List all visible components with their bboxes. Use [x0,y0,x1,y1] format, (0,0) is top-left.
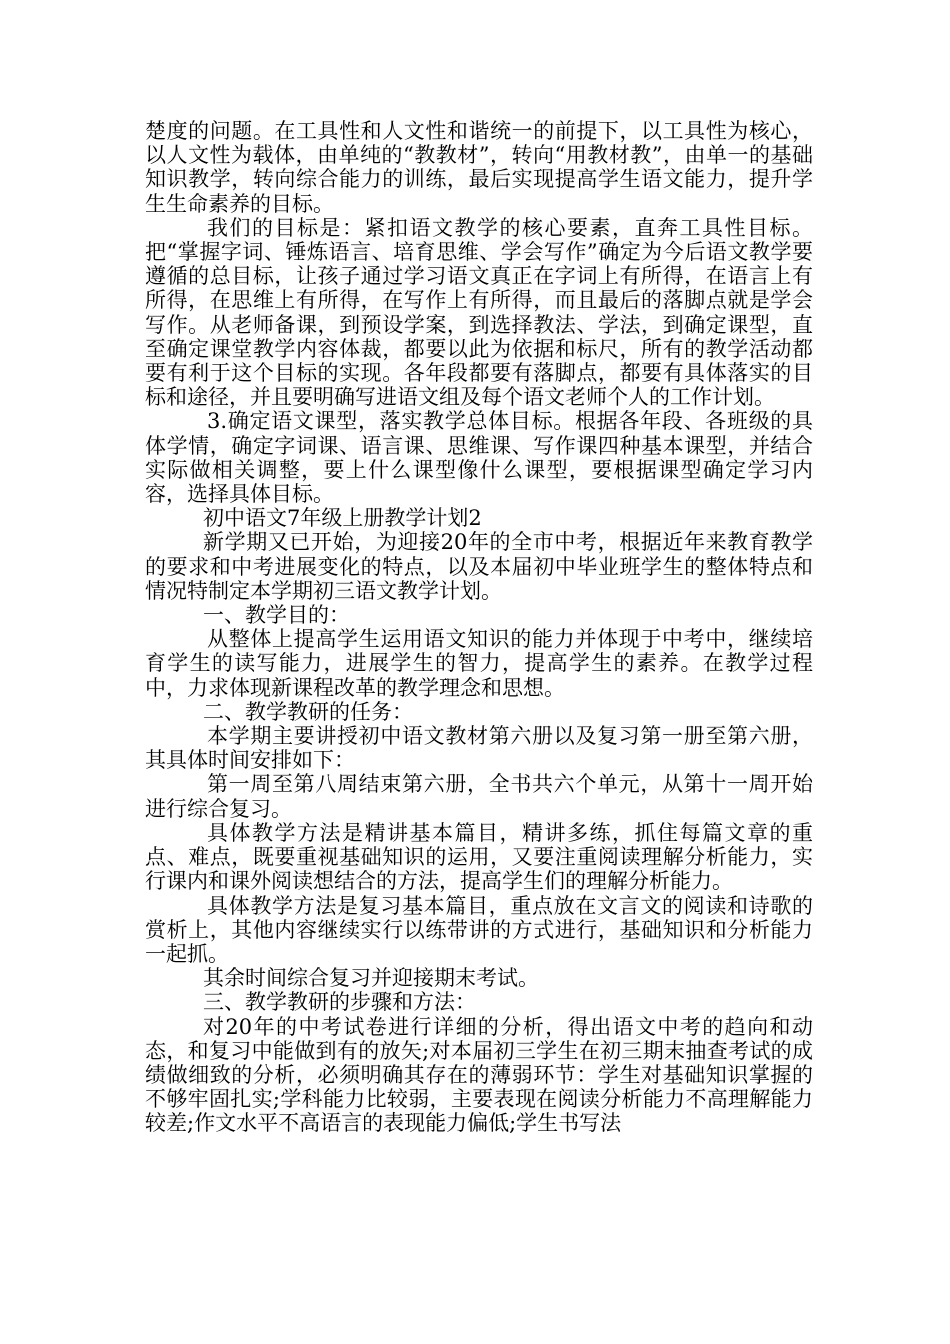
paragraph-4: 新学期又已开始，为迎接20年的全市中考，根据近年来教育教学的要求和中考进展变化的特点，以及本届初中毕业班学生的整体特点和情况特制定本学期初三语文教学计划。 [145,530,813,603]
paragraph-1: 楚度的问题。在工具性和人文性和谐统一的前提下，以工具性为核心，以人文性为载体，由单纯的“教教材”，转向“用教材教”，由单一的基础知识教学，转向综合能力的训练，最后实现提高学生语文能力，提升学生生命素养的目标。 [145,119,813,216]
heading-steps-methods: 三、教学教研的步骤和方法： [203,990,476,1015]
paragraph-9: 具体教学方法是复习基本篇目，重点放在文言文的阅读和诗歌的赏析上，其他内容继续实行以练带讲的方式进行，基础知识和分析能力一起抓。 [145,893,813,966]
paragraph-5: 从整体上提高学生运用语文知识的能力并体现于中考中，继续培育学生的读写能力，进展学生的智力，提高学生的素养。在教学过程中，力求体现新课程改革的教学理念和思想。 [145,627,813,700]
heading-teaching-purpose: 一、教学目的： [203,603,350,628]
paragraph-10: 其余时间综合复习并迎接期末考试。 [203,966,539,991]
paragraph-2: 我们的目标是：紧扣语文教学的核心要素，直奔工具性目标。把“掌握字词、锤炼语言、培育思维、学会写作”确定为今后语文教学要遵循的总目标，让孩子通过学习语文真正在字词上有所得，在语言上有所得，在思维上有所得，在写作上有所得，而且最后的落脚点就是学会写作。从老师备课，到预设学案，到选择教法、学法，到确定课型，直至确定课堂教学内容体裁，都要以此为依据和标尺，所有的教学活动都要有利于这个目标的实现。各年段都要有落脚点，都要有具体落实的目标和途径，并且要明确写进语文组及每个语文老师个人的工作计划。 [145,215,813,410]
paragraph-8: 具体教学方法是精讲基本篇目，精讲多练，抓住每篇文章的重点、难点，既要重视基础知识的运用，又要注重阅读理解分析能力，实行课内和课外阅读想结合的方法，提高学生们的理解分析能力。 [145,820,813,894]
section-heading: 初中语文7年级上册教学计划2 [203,506,482,531]
paragraph-11: 对20年的中考试卷进行详细的分析，得出语文中考的趋向和动态，和复习中能做到有的放矢;对本届初三学生在初三期末抽查考试的成绩做细致的分析，必须明确其存在的薄弱环节：学生对基础知识掌握的不够牢固扎实;学科能力比较弱，主要表现在阅读分析能力不高理解能力较差;作文水平不高语言的表现能力偏低;学生书写法 [145,1014,813,1136]
paragraph-7: 第一周至第八周结束第六册，全书共六个单元，从第十一周开始进行综合复习。 [145,772,813,821]
heading-teaching-tasks: 二、教学教研的任务： [203,699,413,724]
paragraph-3: 3.确定语文课型，落实教学总体目标。根据各年段、各班级的具体学情，确定字词课、语言课、思维课、写作课四种基本课型，并结合实际做相关调整，要上什么课型像什么课型，要根据课型确定学习内容，选择具体目标。 [145,409,813,507]
document-body [145,119,813,1136]
paragraph-6: 本学期主要讲授初中语文教材第六册以及复习第一册至第六册，其具体时间安排如下： [145,724,813,773]
